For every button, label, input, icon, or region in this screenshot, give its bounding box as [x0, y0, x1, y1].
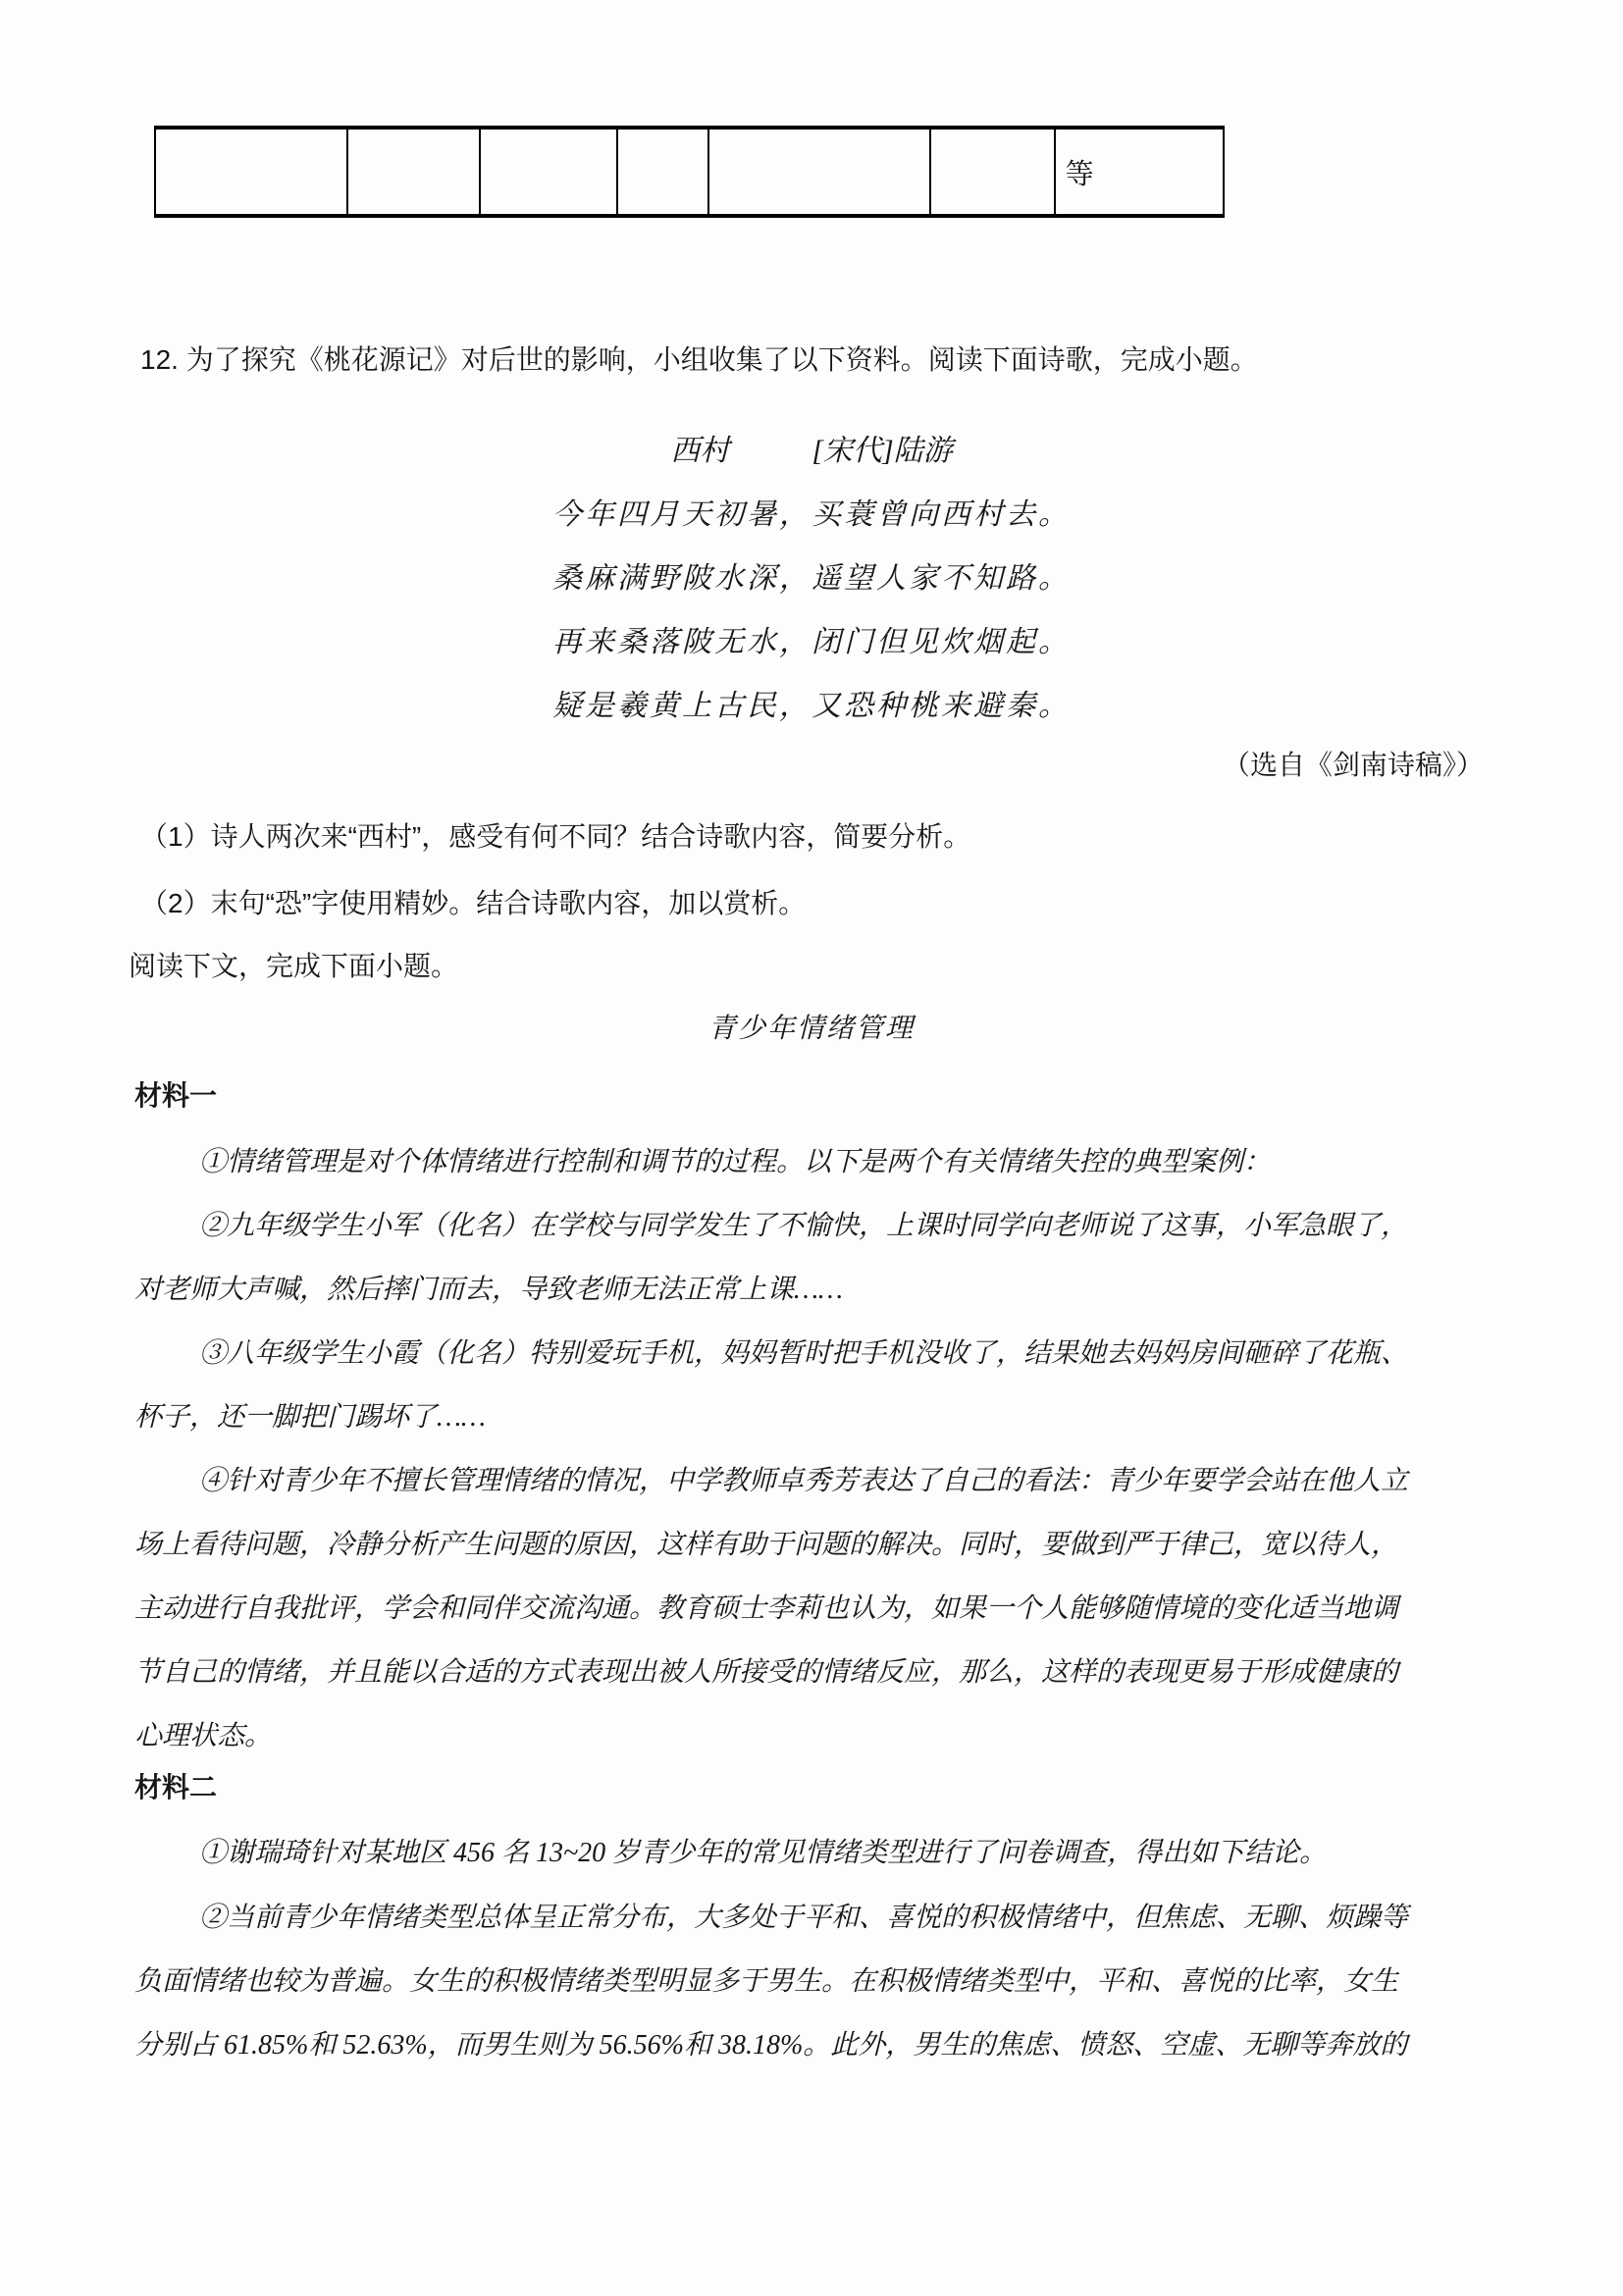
table-cell [348, 130, 481, 214]
table-cell-etc: 等 [1065, 158, 1094, 190]
table-cell [481, 130, 618, 214]
material-1-paragraph-4-line: 心理状态。 [134, 1721, 273, 1751]
material-2-paragraph-2-line: ②当前青少年情绪类型总体呈正常分布，大多处于平和、喜悦的积极情绪中，但焦虑、无聊、烦躁等 [199, 1903, 1409, 1933]
material-2-paragraph-1-line: ①谢瑞琦针对某地区 456 名 13~20 岁青少年的常见情绪类型进行了问卷调查，得出如下结论。 [199, 1838, 1328, 1868]
material-1-paragraph-4-line: ④针对青少年不擅长管理情绪的情况，中学教师卓秀芳表达了自己的看法：青少年要学会站在他人立 [199, 1466, 1409, 1496]
sub-question-2: （2）末句“恐”字使用精妙。结合诗歌内容，加以赏析。 [140, 888, 807, 918]
poem-line: 再来桑落陂无水，闭门但见炊烟起。 [552, 626, 1071, 658]
material-1-paragraph-1-line: ①情绪管理是对个体情绪进行控制和调节的过程。以下是两个有关情绪失控的典型案例： [199, 1147, 1272, 1177]
poem-author: [宋代]陆游 [812, 435, 953, 467]
material-1-paragraph-4-line: 主动进行自我批评，学会和同伴交流沟通。教育硕士李莉也认为，如果一个人能够随情境的变化适当地调 [134, 1593, 1399, 1624]
sub-question-1: （1）诗人两次来“西村”，感受有何不同？结合诗歌内容，简要分析。 [140, 821, 971, 852]
material-1-paragraph-4-line: 场上看待问题，冷静分析产生问题的原因，这样有助于问题的解决。同时，要做到严于律己，宽以待人， [134, 1530, 1399, 1560]
table-cell [618, 130, 709, 214]
material-1-label: 材料一 [134, 1080, 218, 1111]
essay-title: 青少年情绪管理 [707, 1014, 915, 1044]
poem-line: 疑是羲黄上古民，又恐种桃来避秦。 [552, 690, 1071, 722]
reading-prompt: 阅读下文，完成下面小题。 [129, 951, 459, 981]
question-12-stem: 12. 为了探究《桃花源记》对后世的影响，小组收集了以下资料。阅读下面诗歌，完成小题。 [140, 344, 1258, 375]
table-cell [156, 130, 348, 214]
material-2-label: 材料二 [134, 1772, 218, 1802]
poem-line: 桑麻满野陂水深，遥望人家不知路。 [552, 562, 1071, 595]
poem-header [0, 435, 1623, 468]
answer-table [154, 126, 1225, 218]
material-2-paragraph-2-line: 负面情绪也较为普遍。女生的积极情绪类型明显多于男生。在积极情绪类型中，平和、喜悦的比率，女生 [134, 1966, 1399, 1997]
poem-source: （选自《剑南诗稿》） [1222, 750, 1484, 780]
material-1-paragraph-4-line: 节自己的情绪，并且能以合适的方式表现出被人所接受的情绪反应，那么，这样的表现更易于形成健康的 [134, 1657, 1399, 1688]
table-cell [709, 130, 931, 214]
material-1-paragraph-3-line: 杯子，还一脚把门踢坏了…… [134, 1402, 486, 1433]
material-2-paragraph-2-line: 分别占 61.85%和 52.63%，而男生则为 56.56%和 38.18%。此外，男生的焦虑、愤怒、空虚、无聊等奔放的 [134, 2030, 1408, 2061]
poem-title: 西村 [670, 435, 730, 467]
table-cell [931, 130, 1056, 214]
material-1-paragraph-2-line: ②九年级学生小军（化名）在学校与同学发生了不愉快，上课时同学向老师说了这事，小军急眼了， [199, 1211, 1409, 1241]
poem-line: 今年四月天初暑，买蓑曾向西村去。 [552, 498, 1071, 531]
material-1-paragraph-2-line: 对老师大声喊，然后摔门而去，导致老师无法正常上课…… [134, 1275, 843, 1305]
material-1-paragraph-3-line: ③八年级学生小霞（化名）特别爱玩手机，妈妈暂时把手机没收了，结果她去妈妈房间砸碎了花瓶、 [199, 1338, 1409, 1369]
